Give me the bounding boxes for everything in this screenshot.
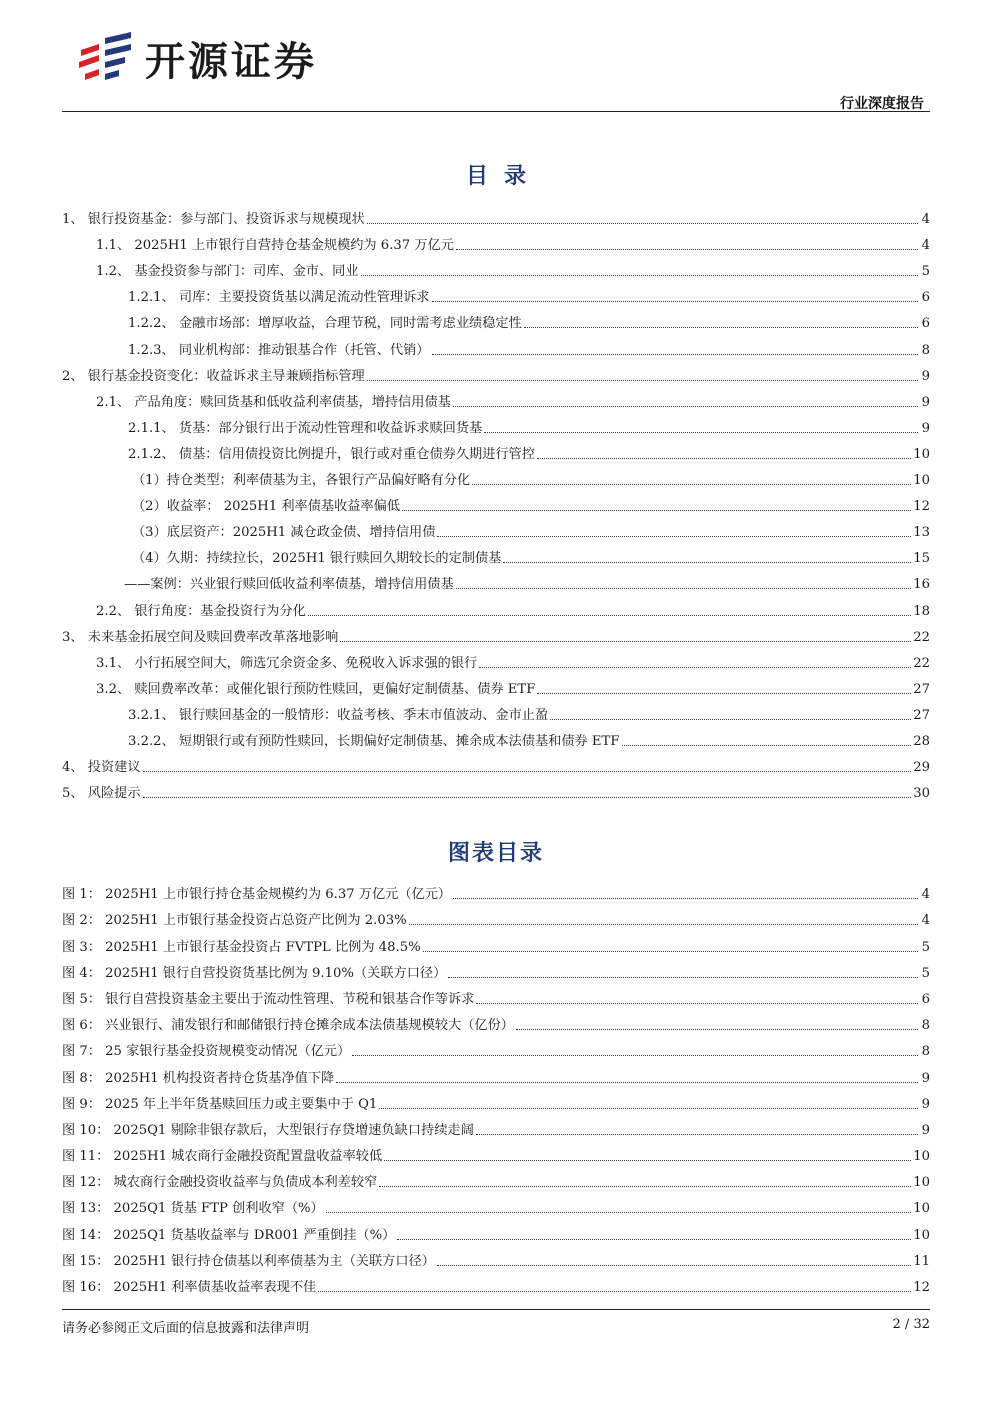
- toc-entry-page-number: 9: [921, 368, 930, 384]
- dot-leader: [143, 771, 912, 772]
- toc-entry-text: 1、 银行投资基金：参与部门、投资诉求与规模现状: [62, 212, 365, 228]
- toc-entry[interactable]: [62, 279, 930, 305]
- toc-entry-page-number: 10: [913, 473, 930, 489]
- toc-entry-text: （3）底层资产：2025H1 减仓政金债、增持信用债: [132, 525, 436, 541]
- toc-entry-page-number: 13: [913, 525, 930, 541]
- dot-leader: [476, 1003, 918, 1004]
- toc-entry-page-number: 9: [921, 420, 930, 436]
- dot-leader: [409, 924, 918, 925]
- toc-list: [62, 201, 930, 801]
- figure-entry[interactable]: [62, 1112, 930, 1138]
- toc-entry[interactable]: [62, 566, 930, 592]
- toc-entry-page-number: 6: [921, 290, 930, 306]
- toc-entry[interactable]: [62, 671, 930, 697]
- figure-entry-text: 图 13： 2025Q1 货基 FTP 创利收窄（%）: [62, 1201, 324, 1217]
- toc-entry-text: 2、 银行基金投资变化：收益诉求主导兼顾指标管理: [62, 368, 365, 384]
- figure-entry-page-number: 6: [921, 991, 930, 1007]
- toc-entry[interactable]: [62, 462, 930, 488]
- toc-entry[interactable]: [62, 723, 930, 749]
- toc-entry-text: 1.2.2、 金融市场部：增厚收益，合理节税，同时需考虑业绩稳定性: [128, 316, 522, 332]
- toc-entry[interactable]: [62, 305, 930, 331]
- toc-entry-page-number: 22: [913, 629, 930, 645]
- footer-divider: [62, 1309, 930, 1310]
- toc-entry-page-number: 28: [913, 733, 930, 749]
- toc-entry-page-number: 4: [921, 238, 930, 254]
- toc-entry[interactable]: [62, 514, 930, 540]
- figure-entry-text: 图 11： 2025H1 城农商行金融投资配置盘收益率较低: [62, 1149, 383, 1165]
- dot-leader: [352, 1055, 918, 1056]
- toc-entry[interactable]: [62, 358, 930, 384]
- figure-entry-page-number: 10: [913, 1149, 930, 1165]
- figure-entry[interactable]: [62, 1033, 930, 1059]
- toc-entry-text: 3.1、 小行拓展空间大，筛选冗余资金多、免税收入诉求强的银行: [96, 655, 478, 671]
- dot-leader: [340, 641, 911, 642]
- figure-list: [62, 876, 930, 1295]
- figure-entry-text: 图 3： 2025H1 上市银行基金投资占 FVTPL 比例为 48.5%: [62, 939, 421, 955]
- dot-leader: [479, 667, 911, 668]
- toc-entry-text: 5、 风险提示: [62, 786, 141, 802]
- toc-entry-page-number: 15: [913, 551, 930, 567]
- figure-entry-page-number: 5: [921, 939, 930, 955]
- toc-entry-page-number: 8: [921, 342, 930, 358]
- toc-entry[interactable]: [62, 410, 930, 436]
- dot-leader: [622, 745, 912, 746]
- figure-entry[interactable]: [62, 1243, 930, 1269]
- toc-entry-text: 1.2.3、 同业机构部：推动银基合作（托管、代销）: [128, 342, 430, 358]
- dot-leader: [318, 1291, 911, 1292]
- toc-entry-text: 3.2、 赎回费率改革：或催化银行预防性赎回，更偏好定制债基、债券 ETF: [96, 681, 536, 697]
- figure-entry[interactable]: [62, 1164, 930, 1190]
- figure-entry[interactable]: [62, 981, 930, 1007]
- toc-entry-page-number: 5: [921, 264, 930, 280]
- figure-entry-text: 图 4： 2025H1 银行自营投资货基比例为 9.10%（关联方口径）: [62, 965, 447, 981]
- dot-leader: [437, 1265, 911, 1266]
- toc-entry-page-number: 9: [921, 394, 930, 410]
- figure-entry-text: 图 5： 银行自营投资基金主要出于流动性管理、节税和银基合作等诉求: [62, 991, 475, 1007]
- toc-entry-page-number: 12: [913, 499, 930, 515]
- toc-entry[interactable]: [62, 331, 930, 357]
- toc-entry-page-number: 27: [913, 707, 930, 723]
- figure-entry-text: 图 16： 2025H1 利率债基收益率表现不佳: [62, 1280, 317, 1295]
- figure-entry[interactable]: [62, 1138, 930, 1164]
- dot-leader: [453, 898, 918, 899]
- figure-entry[interactable]: [62, 876, 930, 902]
- brand-logo: [75, 28, 317, 88]
- toc-title: 目录: [465, 164, 542, 189]
- figure-entry-text: 图 12： 城农商行金融投资收益率与负债成本利差较窄: [62, 1175, 378, 1191]
- toc-entry-page-number: 6: [921, 316, 930, 332]
- figure-entry-page-number: 8: [921, 1044, 930, 1060]
- dot-leader: [326, 1212, 911, 1213]
- dot-leader: [432, 301, 919, 302]
- toc-entry-page-number: 16: [913, 577, 930, 593]
- dot-leader: [367, 223, 918, 224]
- dot-leader: [432, 354, 919, 355]
- toc-entry-text: （2）收益率： 2025H1 利率债基收益率偏低: [132, 499, 401, 515]
- figure-entry-page-number: 10: [913, 1227, 930, 1243]
- figure-entry-page-number: 5: [921, 965, 930, 981]
- toc-entry[interactable]: [62, 645, 930, 671]
- figure-entry-page-number: 9: [921, 1070, 930, 1086]
- dot-leader: [402, 510, 911, 511]
- toc-entry-text: 1.2、 基金投资参与部门：司库、金市、同业: [96, 264, 359, 280]
- toc-entry-page-number: 27: [913, 681, 930, 697]
- dot-leader: [456, 588, 912, 589]
- report-type-label: 行业深度报告: [840, 96, 924, 112]
- figure-entry-text: 图 6： 兴业银行、浦发银行和邮储银行持仓摊余成本法债基规模较大（亿份）: [62, 1018, 514, 1034]
- dot-leader: [524, 327, 918, 328]
- toc-entry-page-number: 4: [921, 212, 930, 228]
- toc-entry-text: 2.1.2、 债基：信用债投资比例提升，银行或对重仓债券久期进行管控: [128, 446, 535, 462]
- figure-entry-page-number: 8: [921, 1018, 930, 1034]
- dot-leader: [437, 536, 911, 537]
- dot-leader: [453, 406, 918, 407]
- toc-entry-text: 1.1、 2025H1 上市银行自营持仓基金规模约为 6.37 万亿元: [96, 238, 454, 254]
- toc-entry-page-number: 10: [913, 446, 930, 462]
- toc-entry-text: 1.2.1、 司库：主要投资货基以满足流动性管理诉求: [128, 290, 430, 306]
- dot-leader: [308, 615, 911, 616]
- toc-entry[interactable]: [62, 436, 930, 462]
- dot-leader: [143, 797, 912, 798]
- figure-entry-page-number: 10: [913, 1201, 930, 1217]
- brand-logo-icon: [75, 28, 137, 88]
- dot-leader: [503, 562, 911, 563]
- figure-entry[interactable]: [62, 1269, 930, 1295]
- figure-entry-text: 图 9： 2025 年上半年货基赎回压力或主要集中于 Q1: [62, 1096, 378, 1112]
- dot-leader: [537, 693, 911, 694]
- toc-entry-page-number: 18: [913, 603, 930, 619]
- page-indicator: 2 / 32: [892, 1317, 930, 1332]
- figure-entry-text: 图 8： 2025H1 机构投资者持仓货基净值下降: [62, 1070, 335, 1086]
- figure-entry[interactable]: [62, 928, 930, 954]
- figure-list-title: 图表目录: [447, 841, 544, 866]
- figure-entry[interactable]: [62, 1190, 930, 1216]
- dot-leader: [448, 977, 918, 978]
- figure-entry[interactable]: [62, 1086, 930, 1112]
- dot-leader: [384, 1160, 911, 1161]
- dot-leader: [397, 1239, 911, 1240]
- toc-entry-text: 2.1.1、 货基：部分银行出于流动性管理和收益诉求赎回货基: [128, 420, 483, 436]
- figure-entry-text: 图 2： 2025H1 上市银行基金投资占总资产比例为 2.03%: [62, 913, 407, 929]
- figure-entry[interactable]: [62, 1059, 930, 1085]
- figure-entry-page-number: 12: [913, 1280, 930, 1295]
- dot-leader: [367, 380, 918, 381]
- toc-entry-text: （4）久期：持续拉长，2025H1 银行赎回久期较长的定制债基: [132, 551, 502, 567]
- dot-leader: [516, 1029, 918, 1030]
- dot-leader: [472, 484, 911, 485]
- toc-entry[interactable]: [62, 201, 930, 227]
- figure-entry-text: 图 14： 2025Q1 货基收益率与 DR001 严重倒挂（%）: [62, 1227, 396, 1243]
- figure-entry-page-number: 11: [913, 1253, 930, 1269]
- toc-entry[interactable]: [62, 253, 930, 279]
- toc-entry[interactable]: [62, 775, 930, 801]
- toc-entry-page-number: 22: [913, 655, 930, 671]
- toc-entry[interactable]: [62, 488, 930, 514]
- toc-entry[interactable]: [62, 540, 930, 566]
- toc-entry[interactable]: [62, 697, 930, 723]
- toc-entry-text: 4、 投资建议: [62, 760, 141, 776]
- dot-leader: [379, 1186, 911, 1187]
- dot-leader: [379, 1108, 918, 1109]
- figure-entry[interactable]: [62, 955, 930, 981]
- toc-entry[interactable]: [62, 384, 930, 410]
- dot-leader: [423, 951, 918, 952]
- toc-entry-page-number: 30: [913, 786, 930, 802]
- toc-entry[interactable]: [62, 592, 930, 618]
- figure-entry[interactable]: [62, 1007, 930, 1033]
- footer-disclaimer: 请务必参阅正文后面的信息披露和法律声明: [62, 1321, 310, 1336]
- dot-leader: [550, 719, 911, 720]
- toc-entry-text: 2.1、 产品角度：赎回货基和低收益利率债基，增持信用债基: [96, 394, 451, 410]
- figure-entry-text: 图 15： 2025H1 银行持仓债基以利率债基为主（关联方口径）: [62, 1253, 435, 1269]
- toc-entry-text: 3.2.2、 短期银行或有预防性赎回，长期偏好定制债基、摊余成本法债基和债券 ETF: [128, 733, 620, 749]
- toc-entry[interactable]: [62, 227, 930, 253]
- figure-entry-page-number: 4: [921, 913, 930, 929]
- toc-entry-text: 3.2.1、 银行赎回基金的一般情形：收益考核、季末市值波动、金市止盈: [128, 707, 549, 723]
- figure-entry-text: 图 7： 25 家银行基金投资规模变动情况（亿元）: [62, 1044, 351, 1060]
- figure-entry[interactable]: [62, 1216, 930, 1242]
- brand-name: 开源证券: [145, 38, 317, 85]
- dot-leader: [336, 1082, 918, 1083]
- dot-leader: [361, 275, 918, 276]
- figure-entry-page-number: 4: [921, 887, 930, 903]
- dot-leader: [456, 249, 918, 250]
- dot-leader: [476, 1134, 918, 1135]
- figure-entry[interactable]: [62, 902, 930, 928]
- dot-leader: [484, 432, 918, 433]
- toc-entry-text: ——案例：兴业银行赎回低收益利率债基，增持信用债基: [124, 577, 454, 593]
- figure-entry-page-number: 9: [921, 1122, 930, 1138]
- toc-entry[interactable]: [62, 619, 930, 645]
- toc-entry-text: 2.2、 银行角度：基金投资行为分化: [96, 603, 306, 619]
- figure-entry-page-number: 9: [921, 1096, 930, 1112]
- figure-entry-text: 图 1： 2025H1 上市银行持仓基金规模约为 6.37 万亿元（亿元）: [62, 887, 452, 903]
- figure-entry-text: 图 10： 2025Q1 剔除非银存款后，大型银行存贷增速负缺口持续走阔: [62, 1122, 474, 1138]
- toc-entry-page-number: 29: [913, 760, 930, 776]
- toc-entry-text: 3、 未来基金拓展空间及赎回费率改革落地影响: [62, 629, 339, 645]
- dot-leader: [537, 458, 911, 459]
- toc-entry-text: （1）持仓类型：利率债基为主，各银行产品偏好略有分化: [132, 473, 471, 489]
- figure-entry-page-number: 10: [913, 1175, 930, 1191]
- toc-entry[interactable]: [62, 749, 930, 775]
- header-divider: [62, 111, 930, 112]
